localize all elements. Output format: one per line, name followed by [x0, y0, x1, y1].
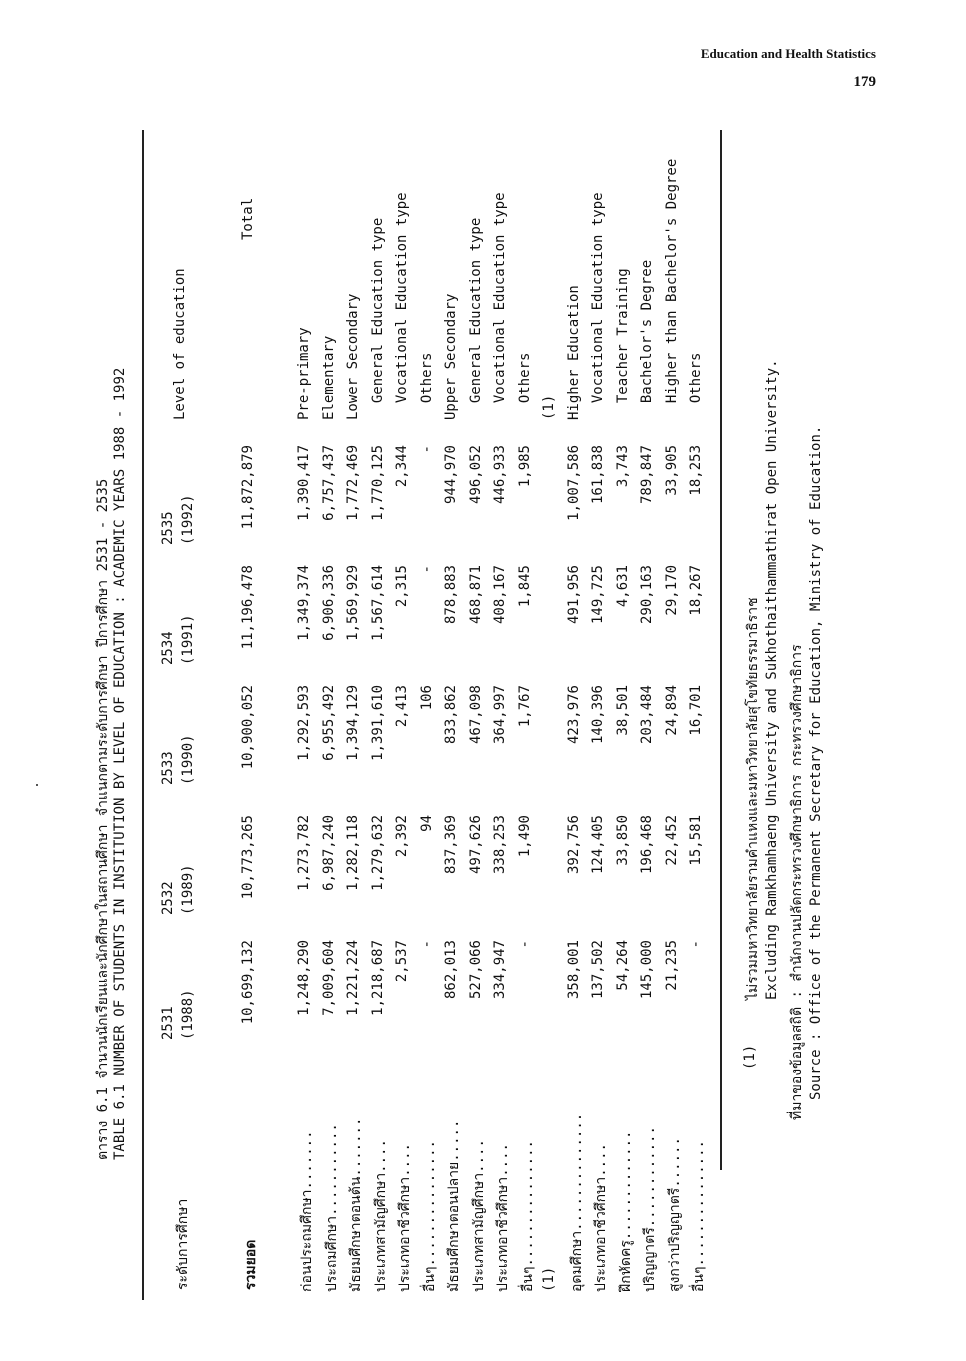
page-number: 179	[853, 74, 876, 90]
year-ad: (1988)	[180, 989, 196, 1040]
row-value: -	[418, 565, 435, 574]
row-value: 446,933	[492, 445, 508, 505]
row-value: 338,253	[492, 815, 508, 875]
col-header-thai: ระดับการศึกษา	[175, 1198, 191, 1290]
total-value: 11,872,879	[240, 445, 256, 530]
row-value: 290,163	[639, 565, 655, 625]
row-label-thai: อื่นๆ...............	[421, 1140, 438, 1292]
row-label-thai: อื่นๆ...............	[691, 1140, 707, 1292]
year-ad: (1991)	[180, 614, 196, 665]
row-label-english: General Education type	[369, 217, 386, 420]
row-value: 1,567,614	[369, 565, 386, 641]
row-value: 6,955,492	[320, 685, 337, 761]
total-value: 10,699,132	[240, 940, 256, 1025]
row-label-english: Teacher Training	[614, 268, 631, 420]
total-label-english: Total	[240, 197, 256, 240]
bottom-rule	[720, 130, 722, 1170]
row-value: 2,413	[394, 685, 410, 728]
row-label-english: Elementary	[320, 335, 337, 420]
row-label-english: Others	[516, 352, 533, 420]
row-value: 7,009,604	[320, 940, 337, 1016]
row-value: 1,349,374	[296, 565, 312, 641]
row-value: 496,052	[467, 445, 484, 505]
row-value: 1,770,125	[369, 445, 386, 521]
row-value: 789,847	[639, 445, 655, 505]
row-value: 862,013	[443, 940, 459, 1000]
col-header-english: Level of education	[172, 268, 188, 420]
row-label-english: Others	[418, 352, 435, 420]
top-rule	[142, 130, 144, 1300]
row-value: 38,501	[614, 685, 631, 736]
row-label-english: Pre-primary	[296, 327, 312, 420]
row-value: 2,344	[394, 445, 410, 488]
row-value: 408,167	[492, 565, 508, 625]
row-value: 6,906,336	[320, 565, 337, 641]
row-label-thai: ปริญญาตรี............	[642, 1126, 658, 1292]
row-value: 21,235	[663, 940, 680, 991]
row-label-english: Vocational Education type	[394, 192, 410, 420]
row-value: 54,264	[614, 940, 631, 991]
row-label-english: Higher than Bachelor's Degree	[663, 158, 680, 420]
year-ad: (1989)	[180, 864, 196, 915]
row-label-thai: ประเภทอาชีวศึกษา....	[593, 1143, 609, 1292]
row-value: 33,905	[663, 445, 680, 496]
row-value: 364,997	[492, 685, 508, 745]
row-value: -	[688, 940, 704, 949]
row-label-thai: อุดมศึกษา..............	[568, 1112, 585, 1292]
row-value: 4,631	[614, 565, 631, 608]
row-value: 2,392	[394, 815, 410, 858]
row-value: 1,390,417	[296, 445, 312, 521]
footnote-english: Excluding Ramkhamhaeng University and Sukhothaithammathirat Open University.	[764, 359, 780, 1000]
row-label-english: Upper Secondary	[443, 293, 459, 420]
row-value: 1,569,929	[345, 565, 361, 641]
row-value: 137,502	[590, 940, 606, 1000]
row-value: 1,985	[516, 445, 533, 488]
rotated-table-page	[80, 100, 880, 1300]
row-label-english: Lower Secondary	[345, 293, 361, 420]
row-label-thai: สูงกว่าปริญญาตรี......	[666, 1137, 683, 1292]
row-value: 1,221,224	[345, 940, 361, 1016]
row-value: 2,537	[394, 940, 410, 983]
row-value: 1,282,118	[345, 815, 361, 891]
row-label-thai: (1)	[541, 1266, 557, 1292]
year-ad: (1990)	[180, 734, 196, 785]
row-value: 392,756	[565, 815, 582, 875]
row-value: 161,838	[590, 445, 606, 505]
row-value: 1,394,129	[345, 685, 361, 761]
row-value: 1,490	[516, 815, 533, 858]
row-value: 33,850	[614, 815, 631, 866]
row-value: 1,279,632	[369, 815, 386, 891]
row-value: 527,066	[467, 940, 484, 1000]
row-label-english: Higher Education	[565, 285, 582, 420]
row-value: 468,871	[467, 565, 484, 625]
row-value: 196,468	[639, 815, 655, 875]
table-title-thai: ตาราง 6.1 จำนวนนักเรียนและนักศึกษาในสถานศึกษา จำแนกตามระดับการศึกษา ปีการศึกษา 2531 - 2535	[95, 478, 111, 1160]
row-label-thai: ฝึกหัดครู.............	[617, 1130, 634, 1292]
row-value: 1,007,586	[565, 445, 582, 521]
row-value: 1,845	[516, 565, 533, 608]
row-value: 18,253	[688, 445, 704, 496]
year-be: 2535	[160, 511, 176, 545]
row-value: 497,626	[467, 815, 484, 875]
row-value: 491,956	[565, 565, 582, 625]
row-label-thai: อื่นๆ...............	[519, 1140, 536, 1292]
row-value: 1,218,687	[369, 940, 386, 1016]
row-label-english: Vocational Education type	[590, 192, 606, 420]
table-title-english: TABLE 6.1 NUMBER OF STUDENTS IN INSTITUTION BY LEVEL OF EDUCATION : ACADEMIC YEARS 1988 - 1992	[112, 367, 128, 1160]
row-value: 29,170	[663, 565, 680, 616]
row-value: 22,452	[663, 815, 680, 866]
row-value: 149,725	[590, 565, 606, 625]
row-value: 24,894	[663, 685, 680, 736]
row-label-thai: ก่อนประถมศึกษา.......	[299, 1130, 315, 1292]
total-value: 10,773,265	[240, 815, 256, 900]
row-value: 2,315	[394, 565, 410, 608]
row-value: 3,743	[614, 445, 631, 488]
row-value: 106	[418, 685, 435, 711]
year-ad: (1992)	[180, 494, 196, 545]
running-title: Education and Health Statistics	[700, 46, 876, 61]
row-value: -	[418, 445, 435, 454]
row-label-english: Vocational Education type	[492, 192, 508, 420]
year-be: 2534	[160, 631, 176, 665]
row-value: 944,970	[443, 445, 459, 505]
row-label-thai: ประถมศึกษา...........	[323, 1123, 340, 1292]
row-value: 833,862	[443, 685, 459, 745]
row-value: 18,267	[688, 565, 704, 616]
row-value: 837,369	[443, 815, 459, 875]
row-label-thai: ประเภทสามัญศึกษา....	[470, 1139, 487, 1292]
footnote-thai: ไม่รวมมหาวิทยาลัยรามคำแหงและมหาวิทยาลัยสุโขทัยธรรมาธิราช	[745, 597, 761, 1000]
row-label-thai: มัธยมศึกษาตอนปลาย.....	[446, 1119, 462, 1292]
row-value: 124,405	[590, 815, 606, 875]
footnote-marker: (1)	[742, 1044, 758, 1070]
row-value: 140,396	[590, 685, 606, 745]
row-value: 16,701	[688, 685, 704, 736]
row-label-english: (1)	[541, 394, 557, 420]
row-value: 1,292,593	[296, 685, 312, 761]
row-value: 145,000	[639, 940, 655, 1000]
row-value: 203,484	[639, 685, 655, 745]
row-value: 1,273,782	[296, 815, 312, 891]
row-value: 358,001	[565, 940, 582, 1000]
row-value: 1,767	[516, 685, 533, 728]
row-label-english: Others	[688, 352, 704, 420]
row-label-thai: ประเภทสามัญศึกษา....	[372, 1139, 389, 1292]
scan-speck	[36, 784, 38, 786]
row-value: 15,581	[688, 815, 704, 866]
source-thai: ที่มาของข้อมูลสถิติ : สำนักงานปลัดกระทรวงศึกษาธิการ กระทรวงศึกษาธิการ	[789, 644, 805, 1120]
row-value: 1,772,469	[345, 445, 361, 521]
row-value: -	[516, 940, 533, 949]
row-value: 6,987,240	[320, 815, 337, 891]
year-be: 2531	[160, 1006, 176, 1040]
row-value: 1,248,290	[296, 940, 312, 1016]
row-label-thai: ประเภทอาชีวศึกษา....	[495, 1143, 511, 1292]
row-value: 878,883	[443, 565, 459, 625]
row-label-english: General Education type	[467, 217, 484, 420]
row-value: -	[418, 940, 435, 949]
year-be: 2533	[160, 751, 176, 785]
row-value: 6,757,437	[320, 445, 337, 521]
total-value: 11,196,478	[240, 565, 256, 650]
year-be: 2532	[160, 881, 176, 915]
row-label-thai: ประเภทอาชีวศึกษา....	[397, 1143, 413, 1292]
row-value: 1,391,610	[369, 685, 386, 761]
row-value: 334,947	[492, 940, 508, 1000]
row-value: 423,976	[565, 685, 582, 745]
row-label-english: Bachelor's Degree	[639, 259, 655, 420]
row-value: 467,098	[467, 685, 484, 745]
total-value: 10,900,052	[240, 685, 256, 770]
row-value: 94	[418, 815, 435, 832]
row-label-thai: มัธยมศึกษาตอนต้น.......	[348, 1117, 364, 1292]
total-label-thai: รวมยอด	[243, 1239, 259, 1290]
source-english: Source : Office of the Permanent Secretary for Education, Ministry of Education.	[808, 425, 824, 1100]
